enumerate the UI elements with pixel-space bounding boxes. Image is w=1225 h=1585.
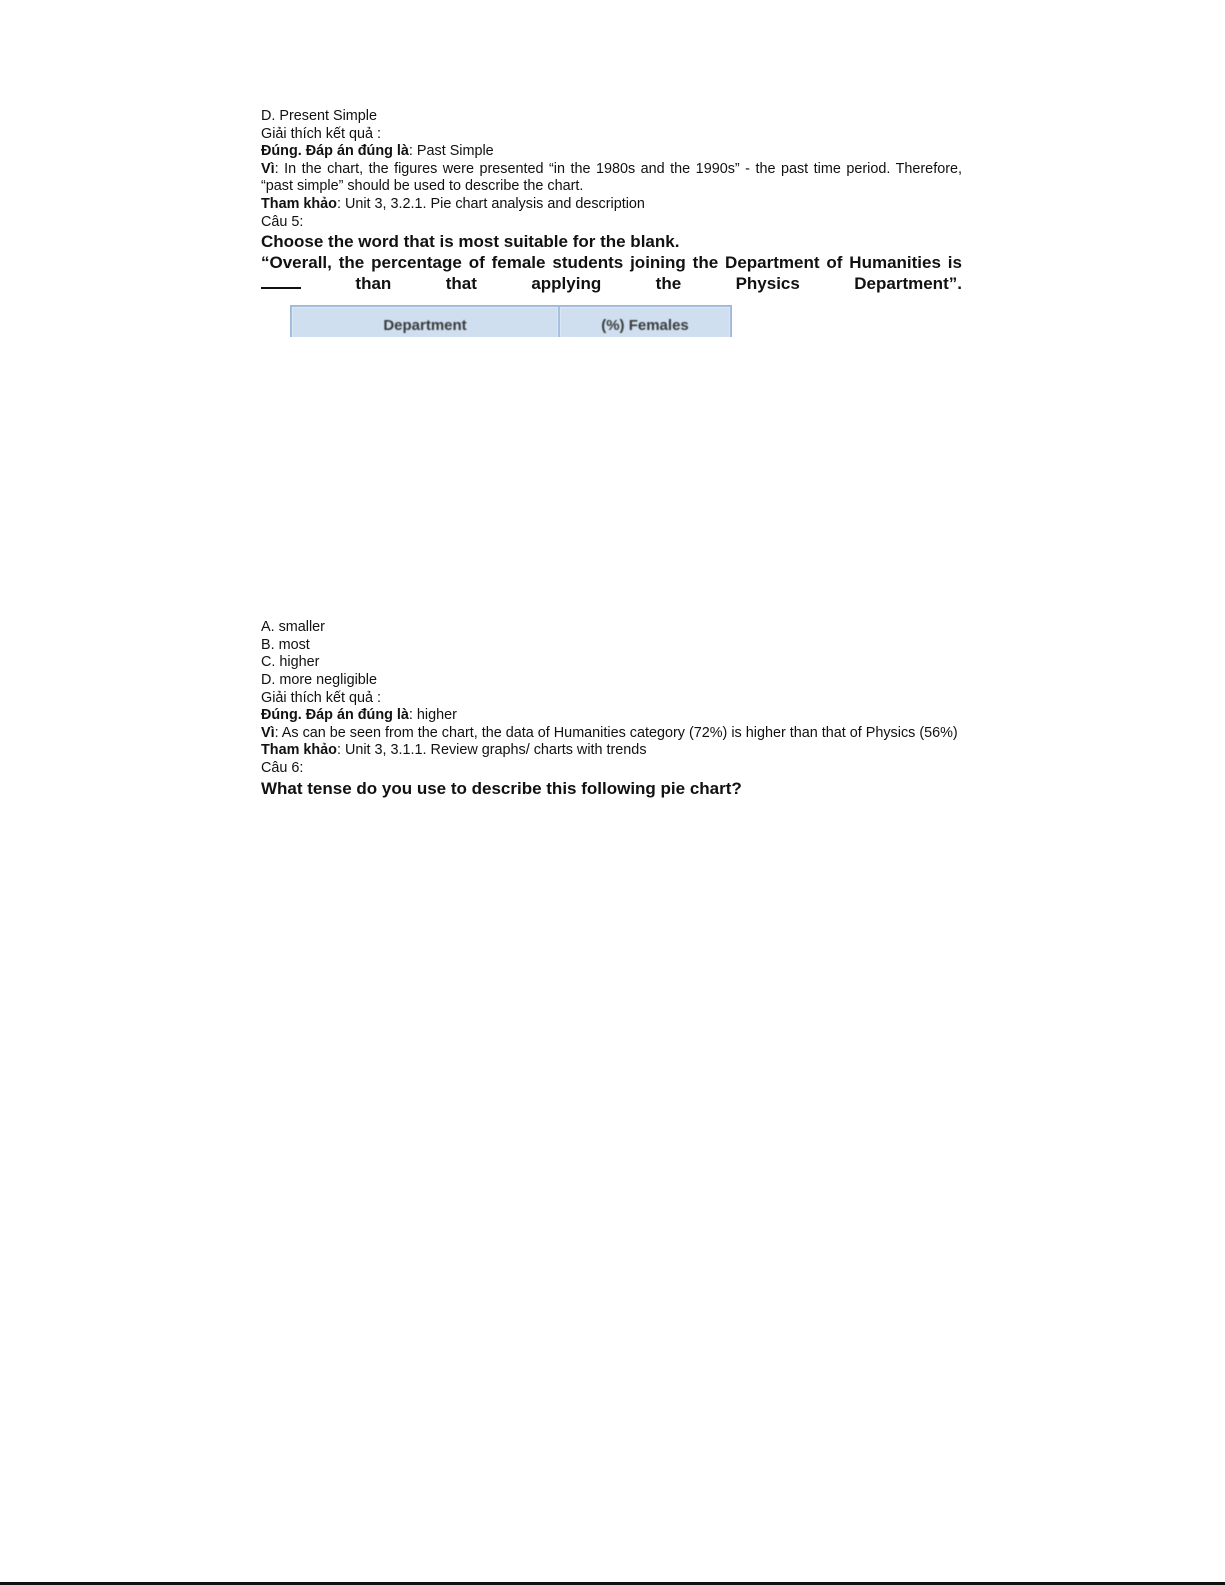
reason-prev: [261, 161, 962, 196]
page-content: [261, 108, 962, 799]
correct-label: Đúng. Đáp án đúng là: [261, 707, 409, 724]
correct-answer: [261, 707, 962, 725]
reason-text: : In the chart, the figures were presented “in the 1980s and the 1990s” - the past time period. Therefore, “past simple” should be used to describe the chart.: [261, 160, 962, 195]
option-c: C. higher: [261, 654, 320, 671]
option-d-prev: D. Present Simple: [261, 108, 377, 124]
sentence-word: Department”.: [854, 274, 962, 294]
correct-value: : higher: [408, 707, 457, 724]
reference: [261, 742, 962, 760]
option-d: D. more negligible: [261, 671, 377, 688]
sentence-word: applying: [531, 274, 602, 294]
reason-text: : As can be seen from the chart, the data of Humanities category (72%) is higher than that of Physics (56%): [274, 724, 958, 741]
question-6-number: Câu 6:: [261, 759, 304, 776]
reference-text: : Unit 3, 3.2.1. Pie chart analysis and description: [336, 195, 645, 212]
sentence-word: Physics: [735, 274, 800, 294]
question-5-sentence-line1: “Overall, the percentage of female students joining the Department of Humanities is: [261, 253, 962, 273]
explain-heading: Giải thích kết quả :: [261, 689, 381, 706]
question-5-instruction: Choose the word that is most suitable for the blank.: [261, 232, 680, 252]
question-6-instruction: What tense do you use to describe this following pie chart?: [261, 778, 742, 798]
data-table-image: [290, 305, 732, 337]
reason: [261, 725, 962, 743]
table-header-females: (%) Females: [559, 306, 731, 337]
correct-value: : Past Simple: [408, 143, 494, 160]
question-5-number: Câu 5:: [261, 213, 304, 230]
reason-label: Vì: [261, 724, 275, 741]
reference-prev: [261, 196, 962, 214]
explain-heading-prev: Giải thích kết quả :: [261, 125, 381, 142]
sentence-word: than: [355, 274, 392, 294]
option-b: B. most: [261, 636, 310, 653]
reference-text: : Unit 3, 3.1.1. Review graphs/ charts with trends: [336, 742, 647, 759]
option-a: A. smaller: [261, 619, 325, 636]
table-header-department: Department: [291, 306, 559, 337]
sentence-word: the: [655, 274, 682, 294]
reference-label: Tham khảo: [261, 195, 337, 212]
reference-label: Tham khảo: [261, 742, 337, 759]
answer-blank: [261, 273, 301, 289]
correct-label: Đúng. Đáp án đúng là: [261, 143, 409, 160]
question-5-sentence-line2: [261, 273, 962, 294]
figure-gap: [261, 294, 962, 619]
correct-answer-prev: [261, 143, 962, 161]
data-table: [290, 305, 732, 337]
sentence-word: that: [445, 274, 477, 294]
reason-label: Vì: [261, 160, 275, 177]
